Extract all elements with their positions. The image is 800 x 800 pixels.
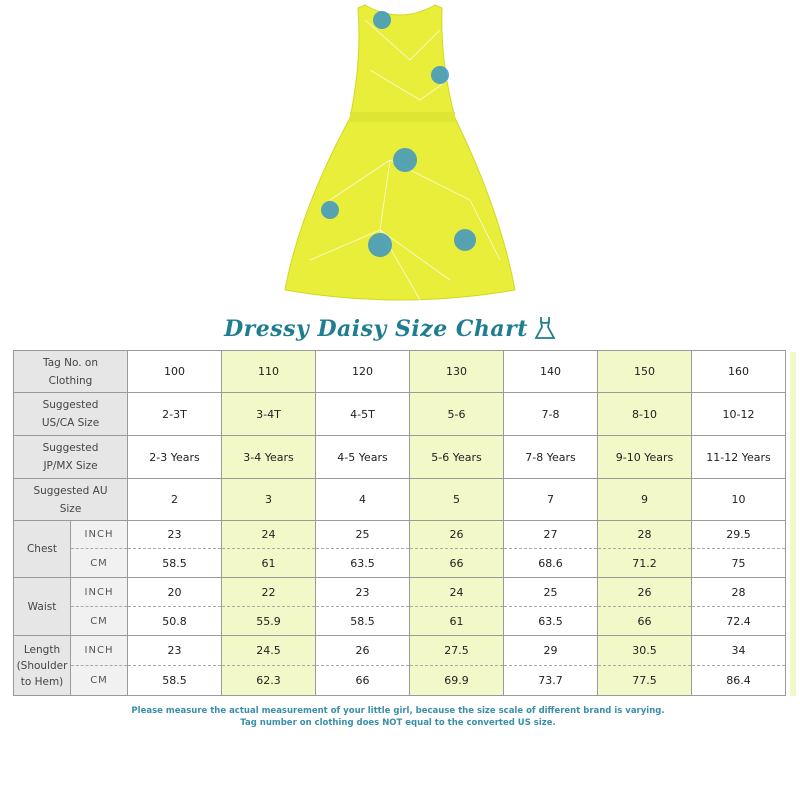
table-cell: 5 <box>410 479 504 521</box>
unit-label: CM <box>71 607 128 636</box>
table-row <box>14 607 786 636</box>
table-cell: 66 <box>410 549 504 578</box>
table-cell: 22 <box>222 578 316 607</box>
table-cell: 11-12 Years <box>692 436 786 479</box>
table-cell: 55.9 <box>222 607 316 636</box>
unit-label: CM <box>71 549 128 578</box>
size-chart-title <box>0 316 780 342</box>
table-cell: 160 <box>692 351 786 393</box>
table-cell: 28 <box>692 578 786 607</box>
table-cell: 20 <box>128 578 222 607</box>
table-row <box>14 521 786 549</box>
table-cell: 120 <box>316 351 410 393</box>
table-cell: 3-4T <box>222 393 316 436</box>
table-cell: 75 <box>692 549 786 578</box>
row-label: Suggested AU Size <box>14 479 128 521</box>
table-cell: 71.2 <box>598 549 692 578</box>
table-cell: 24.5 <box>222 636 316 666</box>
table-cell: 58.5 <box>128 549 222 578</box>
table-cell: 3-4 Years <box>222 436 316 479</box>
unit-label: INCH <box>71 578 128 607</box>
table-cell: 86.4 <box>692 666 786 696</box>
measurement-label: Chest <box>14 521 71 578</box>
table-cell: 7-8 Years <box>504 436 598 479</box>
table-cell: 4-5 Years <box>316 436 410 479</box>
table-cell: 26 <box>316 636 410 666</box>
table-cell: 23 <box>128 521 222 549</box>
table-cell: 23 <box>128 636 222 666</box>
dress-product-image <box>270 0 530 310</box>
table-cell: 28 <box>598 521 692 549</box>
table-cell: 10 <box>692 479 786 521</box>
table-row <box>14 436 786 479</box>
table-cell: 34 <box>692 636 786 666</box>
table-cell: 4 <box>316 479 410 521</box>
unit-label: INCH <box>71 636 128 666</box>
unit-label: CM <box>71 666 128 696</box>
table-cell: 140 <box>504 351 598 393</box>
note-line-1: Please measure the actual measurement of your little girl, because the size scale of different brand is varying. <box>131 706 665 716</box>
table-cell: 2-3T <box>128 393 222 436</box>
note-line-2: Tag number on clothing does NOT equal to the converted US size. <box>240 718 556 728</box>
table-cell: 150 <box>598 351 692 393</box>
size-chart-table <box>13 350 786 696</box>
table-cell: 29.5 <box>692 521 786 549</box>
title-text: Dressy Daisy Size Chart <box>224 316 528 342</box>
table-cell: 10-12 <box>692 393 786 436</box>
dress-icon <box>534 316 556 340</box>
table-cell: 72.4 <box>692 607 786 636</box>
table-row <box>14 549 786 578</box>
table-cell: 5-6 Years <box>410 436 504 479</box>
table-cell: 58.5 <box>316 607 410 636</box>
table-cell: 26 <box>410 521 504 549</box>
measurement-label: Length (Shoulder to Hem) <box>14 636 71 696</box>
table-cell: 2 <box>128 479 222 521</box>
table-cell: 66 <box>316 666 410 696</box>
table-cell: 50.8 <box>128 607 222 636</box>
table-cell: 5-6 <box>410 393 504 436</box>
table-row <box>14 636 786 666</box>
table-cell: 7-8 <box>504 393 598 436</box>
unit-label: INCH <box>71 521 128 549</box>
table-cell: 4-5T <box>316 393 410 436</box>
table-row <box>14 578 786 607</box>
table-cell: 23 <box>316 578 410 607</box>
table-cell: 58.5 <box>128 666 222 696</box>
table-cell: 9-10 Years <box>598 436 692 479</box>
table-cell: 69.9 <box>410 666 504 696</box>
table-cell: 63.5 <box>504 607 598 636</box>
table-cell: 110 <box>222 351 316 393</box>
table-cell: 30.5 <box>598 636 692 666</box>
table-cell: 130 <box>410 351 504 393</box>
table-cell: 61 <box>410 607 504 636</box>
table-cell: 24 <box>410 578 504 607</box>
table-cell: 27 <box>504 521 598 549</box>
row-label: Suggested JP/MX Size <box>14 436 128 479</box>
table-cell: 27.5 <box>410 636 504 666</box>
table-cell: 68.6 <box>504 549 598 578</box>
table-cell: 2-3 Years <box>128 436 222 479</box>
row-label: Tag No. on Clothing <box>14 351 128 393</box>
table-cell: 3 <box>222 479 316 521</box>
table-cell: 7 <box>504 479 598 521</box>
table-cell: 63.5 <box>316 549 410 578</box>
table-row <box>14 479 786 521</box>
table-cell: 73.7 <box>504 666 598 696</box>
table-cell: 77.5 <box>598 666 692 696</box>
table-cell: 9 <box>598 479 692 521</box>
table-cell: 24 <box>222 521 316 549</box>
table-row <box>14 351 786 393</box>
table-cell: 25 <box>504 578 598 607</box>
measurement-label: Waist <box>14 578 71 636</box>
highlight-strip <box>790 352 796 696</box>
table-cell: 100 <box>128 351 222 393</box>
table-row <box>14 393 786 436</box>
row-label: Suggested US/CA Size <box>14 393 128 436</box>
size-note <box>0 705 796 729</box>
table-cell: 26 <box>598 578 692 607</box>
table-cell: 25 <box>316 521 410 549</box>
table-cell: 62.3 <box>222 666 316 696</box>
table-cell: 61 <box>222 549 316 578</box>
table-row <box>14 666 786 696</box>
table-cell: 8-10 <box>598 393 692 436</box>
table-cell: 29 <box>504 636 598 666</box>
table-cell: 66 <box>598 607 692 636</box>
